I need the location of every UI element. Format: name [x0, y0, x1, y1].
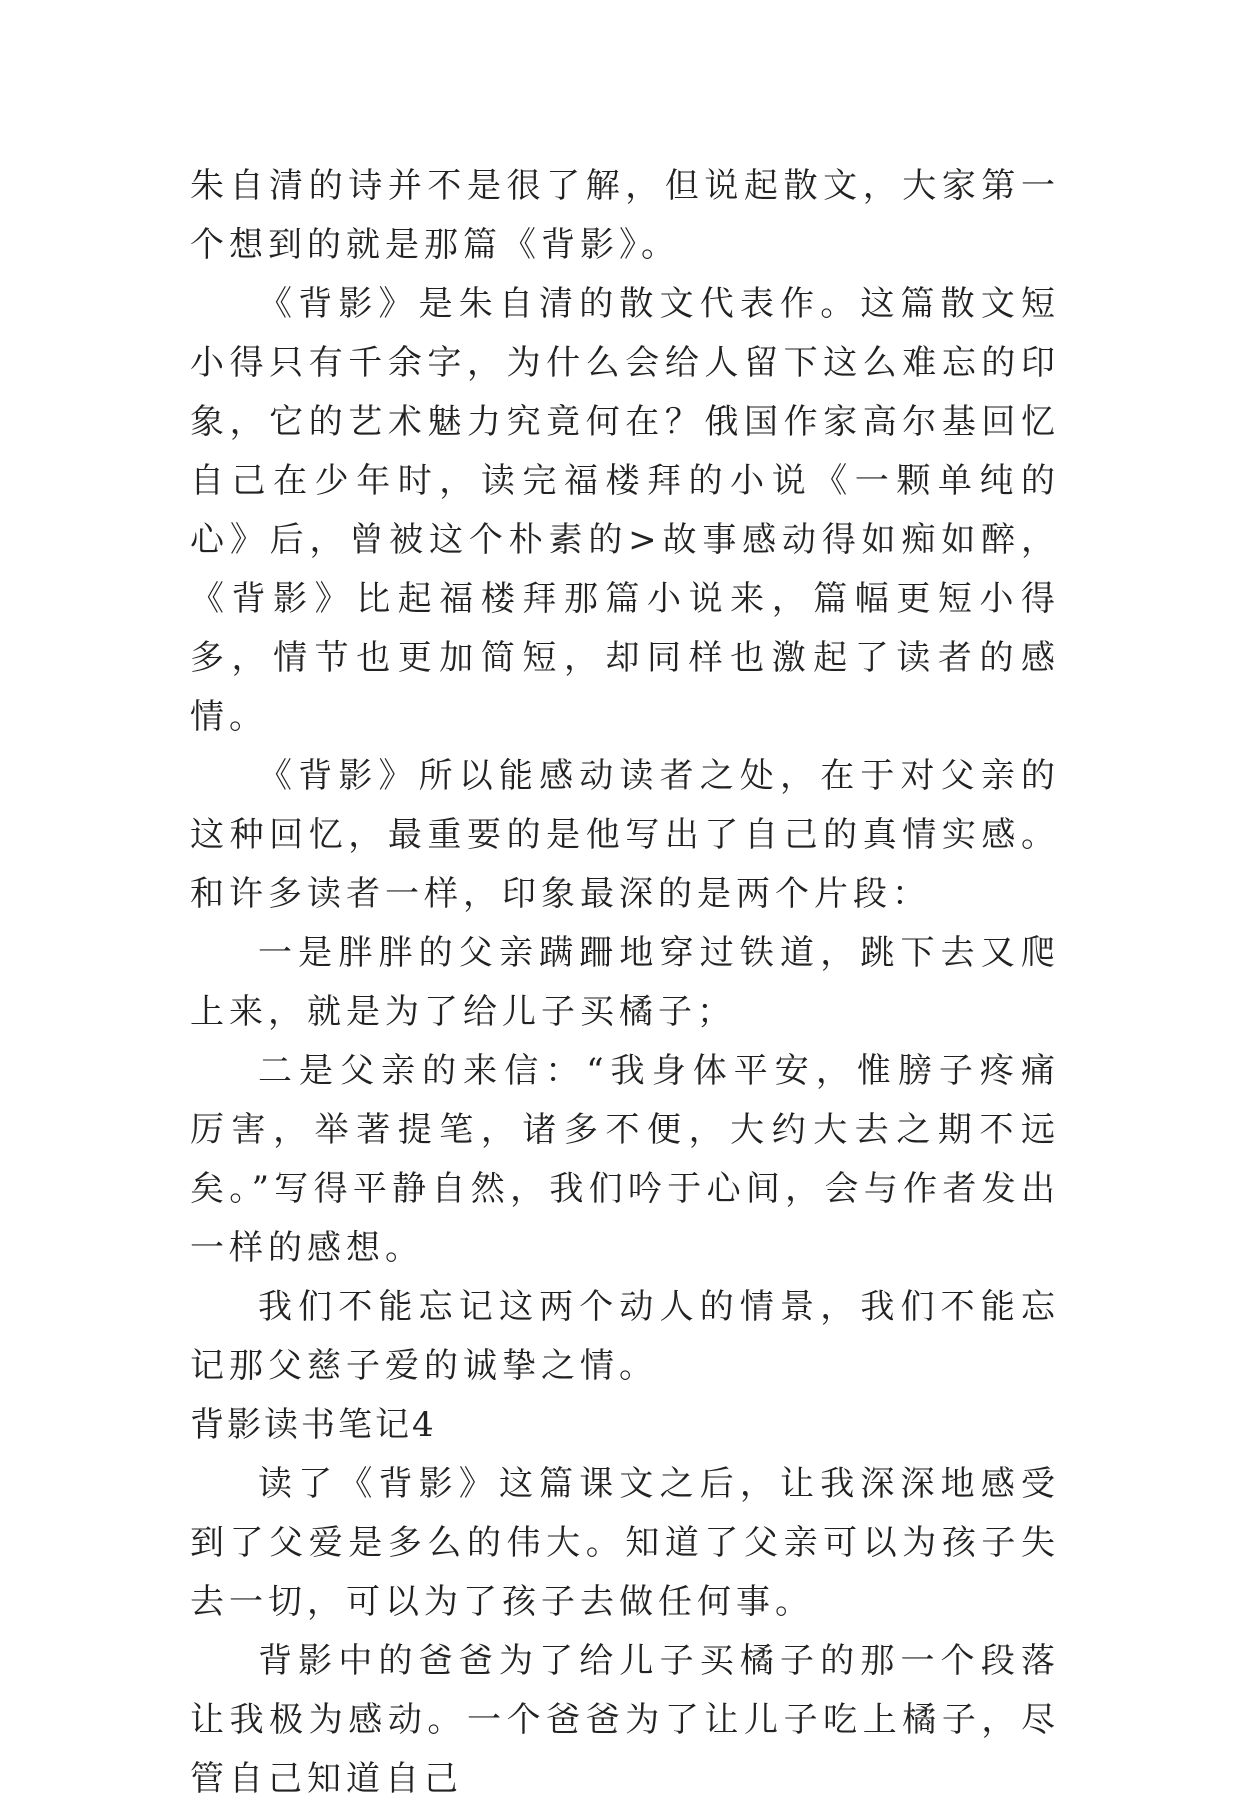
document-body	[190, 157, 1060, 1809]
paragraph-4: 一是胖胖的父亲蹒跚地穿过铁道，跳下去又爬上来，就是为了给儿子买橘子；	[190, 933, 1060, 1032]
section-heading: 背影读书笔记4	[190, 1405, 437, 1445]
paragraph-1: 朱自清的诗并不是很了解，但说起散文，大家第一个想到的就是那篇《背影》。	[190, 166, 1060, 265]
paragraph-7: 读了《背影》这篇课文之后，让我深深地感受到了父爱是多么的伟大。知道了父亲可以为孩子失去一切，可以为了孩子去做任何事。	[190, 1464, 1060, 1622]
paragraph-3: 《背影》所以能感动读者之处，在于对父亲的这种回忆，最重要的是他写出了自己的真情实感。和许多读者一样，印象最深的是两个片段：	[190, 756, 1060, 914]
paragraph-5: 二是父亲的来信：“我身体平安，惟膀子疼痛厉害，举著提笔，诸多不便，大约大去之期不远矣。”写得平静自然，我们吟于心间，会与作者发出一样的感想。	[190, 1051, 1060, 1268]
paragraph-6: 我们不能忘记这两个动人的情景，我们不能忘记那父慈子爱的诚挚之情。	[190, 1287, 1060, 1386]
paragraph-2: 《背影》是朱自清的散文代表作。这篇散文短小得只有千余字，为什么会给人留下这么难忘的印象，它的艺术魅力究竟何在？俄国作家高尔基回忆自己在少年时，读完福楼拜的小说《一颗单纯的心》后，曾被这个朴素的>故事感动得如痴如醉，《背影》比起福楼拜那篇小说来，篇幅更短小得多，情节也更加简短，却同样也激起了读者的感情。	[190, 284, 1060, 737]
paragraph-8: 背影中的爸爸为了给儿子买橘子的那一个段落让我极为感动。一个爸爸为了让儿子吃上橘子，尽管自己知道自己	[190, 1641, 1060, 1799]
